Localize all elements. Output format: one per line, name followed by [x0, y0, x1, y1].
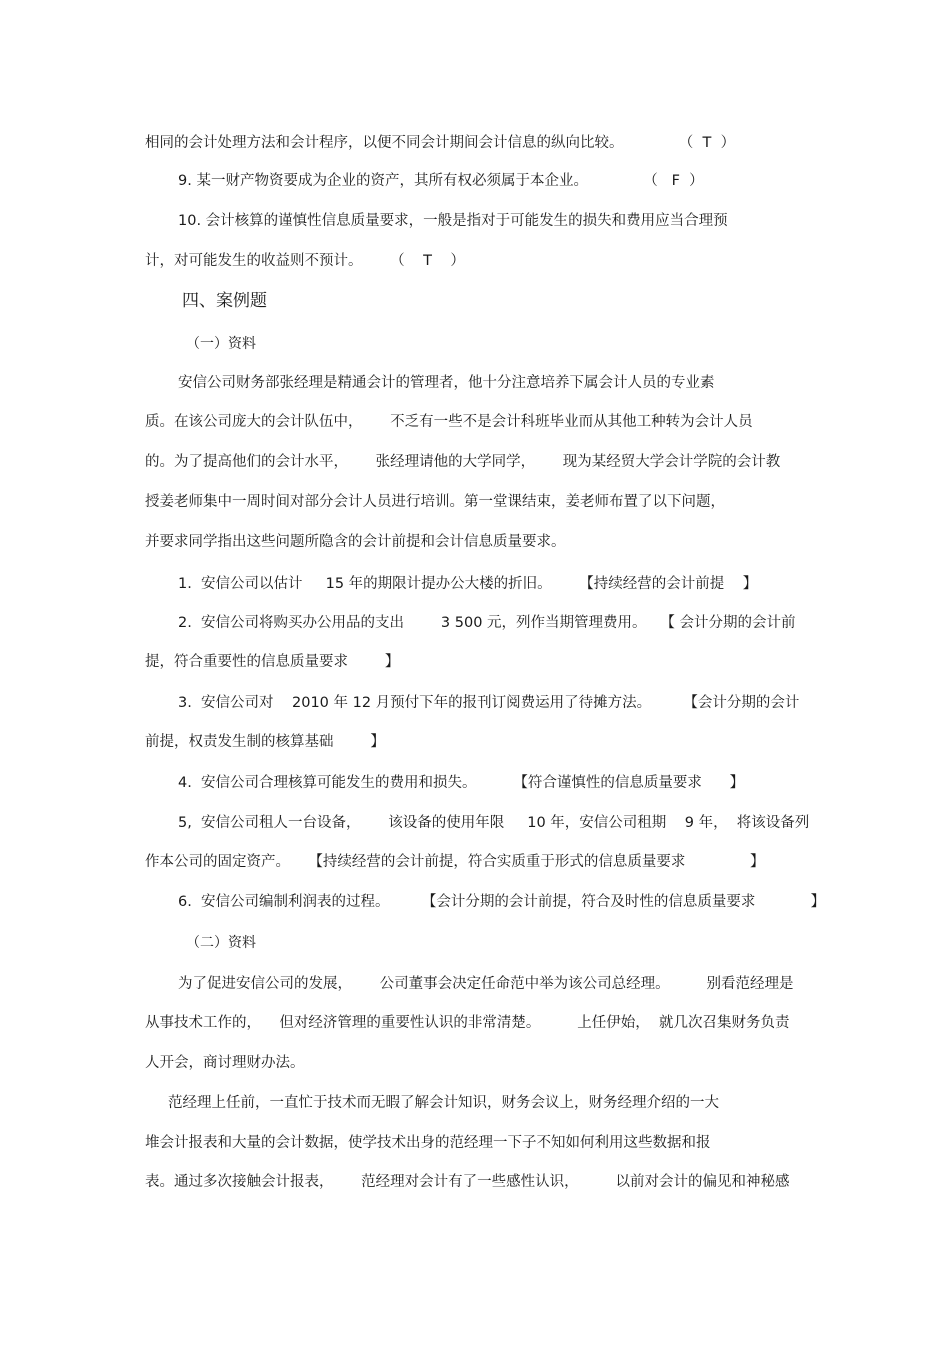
subheading-material-1: （一）资料 — [186, 336, 256, 352]
paragraph-3-line-1: 范经理上任前，一直忙于技术而无暇了解会计知识，财务会议上，财务经理介绍的一大 — [168, 1095, 719, 1111]
case-item-1: 1. 安信公司以估计 15 年的期限计提办公大楼的折旧。 【持续经营的会计前提 】 — [178, 576, 758, 592]
case-item-2: 2. 安信公司将购买办公用品的支出 3 500 元，列作当期管理费用。 【 会计分期的会计前 — [178, 615, 796, 631]
paragraph-1-line-1: 安信公司财务部张经理是精通会计的管理者，他十分注意培养下属会计人员的专业素 — [178, 375, 715, 391]
paragraph-1-line-3: 的。为了提高他们的会计水平， 张经理请他的大学同学， 现为某经贸大学会计学院的会计教 — [145, 454, 781, 470]
subheading-material-2: （二）资料 — [186, 935, 256, 951]
paragraph-1-line-4: 授姜老师集中一周时间对部分会计人员进行培训。第一堂课结束，姜老师布置了以下问题， — [145, 494, 725, 510]
paragraph-1-line-2: 质。在该公司庞大的会计队伍中， 不乏有一些不是会计科班毕业而从其他工种转为会计人员 — [145, 414, 753, 430]
paragraph-2-line-3: 人开会，商讨理财办法。 — [145, 1055, 305, 1071]
case-item-5: 5, 安信公司租人一台设备， 该设备的使用年限 10 年，安信公司租期 9 年， 将该设备列 — [178, 815, 810, 831]
paragraph-2-line-2: 从事技术工作的， 但对经济管理的重要性认识的非常清楚。 上任伊始， 就几次召集财务负责 — [145, 1015, 790, 1031]
question-9: 9. 某一财产物资要成为企业的资产，其所有权必须属于本企业。 （ F ） — [178, 173, 704, 189]
case-item-6: 6. 安信公司编制利润表的过程。 【会计分期的会计前提，符合及时性的信息质量要求 】 — [178, 894, 826, 910]
case-item-3: 3. 安信公司对 2010 年 12 月预付下年的报刊订阅费运用了待摊方法。 【会计分期的会计 — [178, 695, 800, 711]
paragraph-1-line-5: 并要求同学指出这些问题所隐含的会计前提和会计信息质量要求。 — [145, 534, 566, 550]
paragraph-3-line-3: 表。通过多次接触会计报表， 范经理对会计有了一些感性认识， 以前对会计的偏见和神秘感 — [145, 1174, 790, 1190]
text-line-1: 相同的会计处理方法和会计程序，以便不同会计期间会计信息的纵向比较。 （ T ） — [145, 135, 736, 151]
paragraph-2-line-1: 为了促进安信公司的发展， 公司董事会决定任命范中举为该公司总经理。 别看范经理是 — [178, 976, 794, 992]
case-item-5-cont: 作本公司的固定资产。 【持续经营的会计前提，符合实质重于形式的信息质量要求 】 — [145, 854, 765, 870]
case-item-2-cont: 提，符合重要性的信息质量要求 】 — [145, 654, 400, 670]
paragraph-3-line-2: 堆会计报表和大量的会计数据，使学技术出身的范经理一下子不知如何利用这些数据和报 — [145, 1135, 711, 1151]
case-item-4: 4. 安信公司合理核算可能发生的费用和损失。 【符合谨慎性的信息质量要求 】 — [178, 775, 745, 791]
section-heading-case-study: 四、案例题 — [182, 291, 267, 311]
case-item-3-cont: 前提，权责发生制的核算基础 】 — [145, 734, 385, 750]
question-10: 10. 会计核算的谨慎性信息质量要求，一般是指对于可能发生的损失和费用应当合理预 — [178, 213, 728, 229]
question-10-cont: 计，对可能发生的收益则不预计。 （ T ） — [145, 253, 465, 269]
